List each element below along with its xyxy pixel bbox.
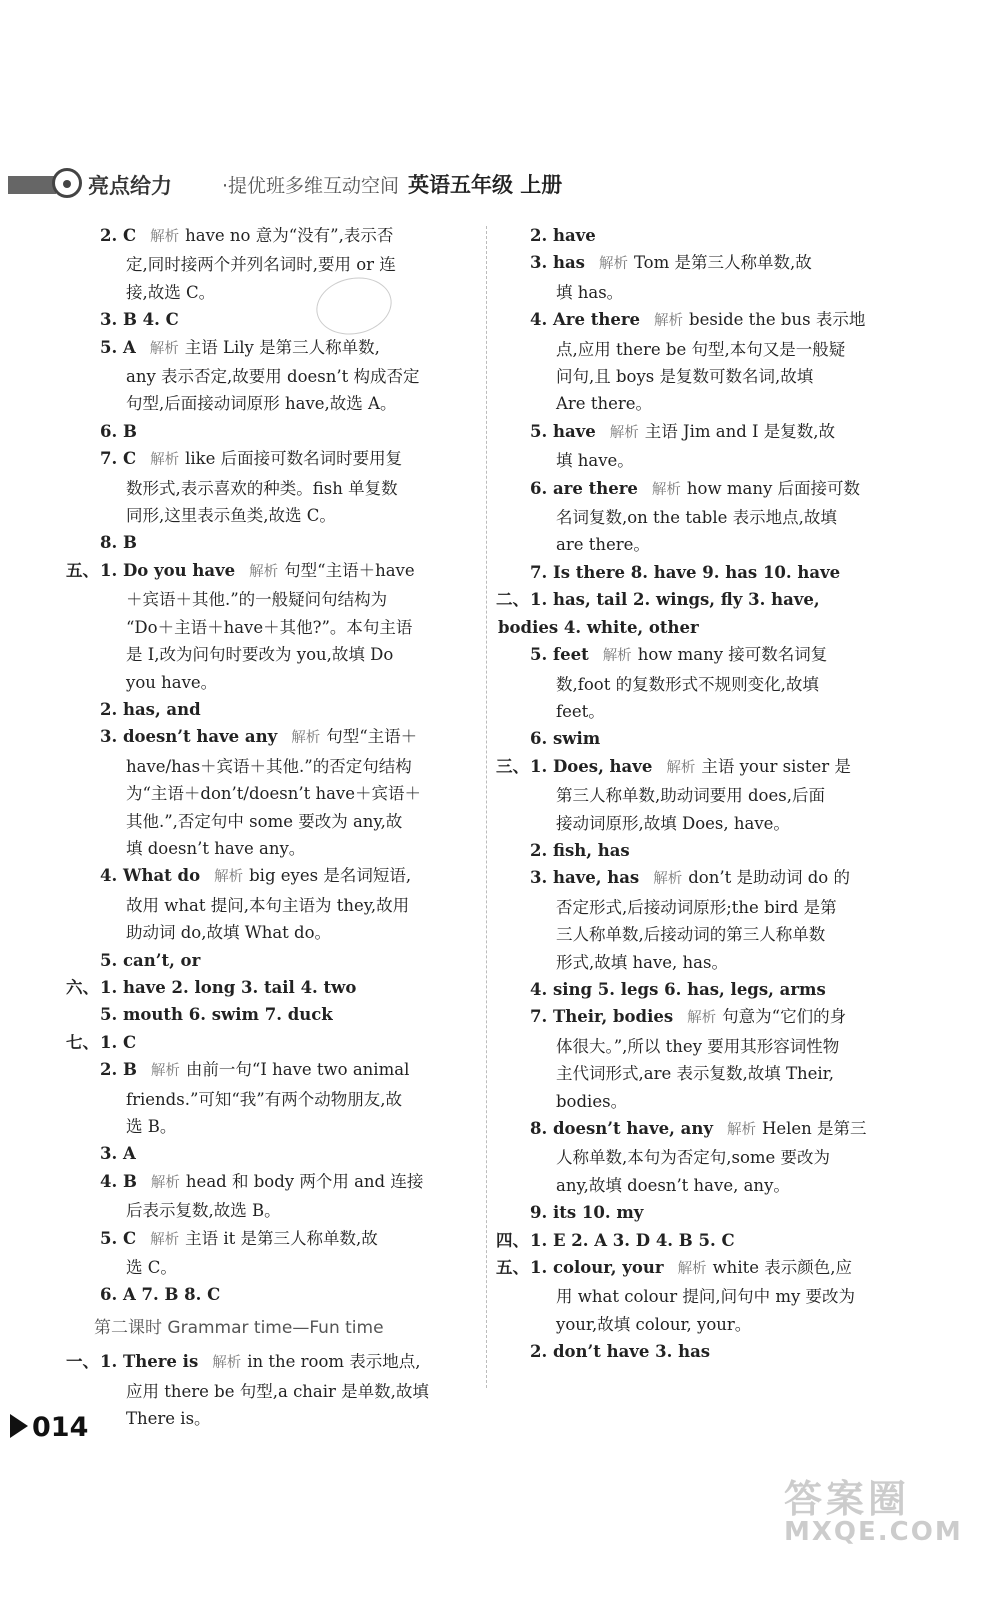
answer-line: 2. B 解析 由前一句“I have two animal	[100, 1060, 410, 1080]
answer-line: 四、 1. E 2. A 3. D 4. B 5. C	[530, 1227, 900, 1254]
watermark-text: 答案圈	[784, 1477, 911, 1521]
answer-line: 选 C。	[126, 1258, 177, 1278]
page-number-text: 014	[32, 1412, 89, 1443]
answer-line: 名词复数,on the table 表示地点,故填	[556, 508, 837, 528]
answer-line: bodies。	[556, 1091, 628, 1111]
answer-line: are there。	[556, 535, 650, 555]
answer-line: 填 has。	[556, 282, 624, 302]
answer-line: 2. don’t have 3. has	[530, 1342, 711, 1362]
answer-line: 5. C 解析 主语 it 是第三人称单数,故	[100, 1228, 378, 1248]
answer-line: 数,foot 的复数形式不规则变化,故填	[556, 674, 819, 694]
answer-line: 填 doesn’t have any。	[126, 838, 306, 858]
section-number: 二、	[496, 590, 529, 610]
brand-logo-icon	[52, 168, 82, 198]
section-number: 五、	[66, 560, 99, 580]
answer-line: 4. Are there 解析 beside the bus 表示地	[530, 310, 866, 330]
answer-line: 2. has, and	[100, 699, 201, 719]
column-divider	[486, 226, 487, 1388]
answer-line: you have。	[126, 672, 218, 692]
answer-line: 8. B	[100, 533, 137, 553]
header-bar	[8, 176, 56, 194]
answer-line: 7. Their, bodies 解析 句意为“它们的身	[530, 1007, 847, 1027]
answer-line: 应用 there be 句型,a chair 是单数,故填	[126, 1381, 429, 1401]
page-number	[10, 1412, 88, 1443]
answer-line: bodies 4. white, other	[498, 617, 699, 637]
answer-line: 6. are there 解析 how many 后面接可数	[530, 478, 861, 498]
triangle-marker-icon	[10, 1414, 28, 1438]
answer-line: 5. feet 解析 how many 接可数名词复	[530, 645, 828, 665]
answer-line: 接动词原形,故填 Does, have。	[556, 813, 790, 833]
left-column	[66, 222, 470, 1432]
answer-line: 7. C 解析 like 后面接可数名词时要用复	[100, 449, 403, 469]
answer-line: 七、 1. C	[100, 1029, 470, 1056]
answer-line: 5. mouth 6. swim 7. duck	[100, 1005, 333, 1025]
answer-line: 4. B 解析 head 和 body 两个用 and 连接	[100, 1171, 424, 1191]
answer-line: friends.”可知“我”有两个动物朋友,故	[126, 1089, 402, 1109]
answer-line: 句型,后面接动词原形 have,故选 A。	[126, 394, 397, 414]
answer-line: 2. fish, has	[530, 840, 630, 860]
answer-line: 5. A 解析 主语 Lily 是第三人称单数,	[100, 337, 380, 357]
answer-line: 故用 what 提问,本句主语为 they,故用	[126, 895, 410, 915]
book-title: 英语五年级 上册	[408, 173, 563, 197]
answer-line: 三人称单数,后接动词的第三人称单数	[556, 925, 826, 945]
answer-line: 6. B	[100, 421, 137, 441]
answer-line: 点,应用 there be 句型,本句又是一般疑	[556, 339, 846, 359]
answer-line: 形式,故填 have, has。	[556, 952, 728, 972]
answer-line: ＋宾语＋其他.”的一般疑问句结构为	[126, 590, 388, 610]
right-column	[496, 222, 900, 1366]
answer-line: 4. What do 解析 big eyes 是名词短语,	[100, 866, 412, 886]
section-number: 四、	[496, 1230, 529, 1250]
section-number: 七、	[66, 1032, 99, 1052]
answer-line: 一、 1. There is 解析 in the room 表示地点,	[100, 1348, 470, 1377]
answer-line: 6. swim	[530, 729, 601, 749]
answer-line: 五、 1. Do you have 解析 句型“主语＋have	[100, 557, 470, 586]
answer-line: 填 have。	[556, 451, 634, 471]
watermark-url: MXQE.COM	[784, 1517, 963, 1547]
section-number: 六、	[66, 977, 99, 997]
answer-line: 主代词形式,are 表示复数,故填 Their,	[556, 1064, 834, 1084]
section-number: 三、	[496, 756, 529, 776]
answer-line: 后表示复数,故选 B。	[126, 1201, 281, 1221]
answer-line: “Do＋主语＋have＋其他?”。本句主语	[126, 617, 413, 637]
answer-line: 选 B。	[126, 1117, 177, 1136]
answer-line: 人称单数,本句为否定句,some 要改为	[556, 1148, 831, 1168]
answer-line: 2. C 解析 have no 意为“没有”,表示否	[100, 226, 394, 245]
answer-line: 其他.”,否定句中 some 要改为 any,故	[126, 811, 403, 831]
page-header	[8, 166, 968, 200]
answer-line: 二、 1. has, tail 2. wings, fly 3. have,	[530, 586, 900, 613]
answer-line: 6. A 7. B 8. C	[100, 1285, 221, 1305]
answer-line: 5. have 解析 主语 Jim and I 是复数,故	[530, 421, 836, 441]
answer-line: 7. Is there 8. have 9. has 10. have	[530, 562, 841, 582]
answer-line: 用 what colour 提问,问句中 my 要改为	[556, 1287, 856, 1307]
answer-line: 五、 1. colour, your 解析 white 表示颜色,应	[530, 1254, 900, 1283]
answer-line: 否定形式,后接动词原形;the bird 是第	[556, 897, 837, 917]
answer-line: 是 I,改为问句时要改为 you,故填 Do	[126, 645, 394, 665]
answer-line: 体很大。”,所以 they 要用其形容词性物	[556, 1036, 840, 1056]
answer-line: 三、 1. Does, have 解析 主语 your sister 是	[530, 753, 900, 782]
answer-line: Are there。	[556, 394, 652, 414]
answer-line: 助动词 do,故填 What do。	[126, 923, 332, 943]
watermark	[784, 1468, 963, 1547]
section-number: 一、	[66, 1352, 99, 1372]
answer-line: have/has＋宾语＋其他.”的否定句结构	[126, 756, 412, 776]
answer-line: 同形,这里表示鱼类,故选 C。	[126, 506, 336, 526]
answer-line: 接,故选 C。	[126, 282, 216, 302]
answer-line: 3. has 解析 Tom 是第三人称单数,故	[530, 253, 812, 273]
answer-line: 3. A	[100, 1144, 136, 1164]
answer-line: feet。	[556, 701, 605, 721]
answer-line: 定,同时接两个并列名词时,要用 or 连	[126, 255, 396, 275]
answer-line: 问句,且 boys 是复数可数名词,故填	[556, 367, 814, 387]
answer-line: 3. doesn’t have any 解析 句型“主语＋	[100, 727, 418, 747]
answer-line: 8. doesn’t have, any 解析 Helen 是第三	[530, 1119, 867, 1138]
answer-line: 4. sing 5. legs 6. has, legs, arms	[530, 979, 826, 999]
answer-line: 2. have	[530, 226, 596, 245]
answer-line: 为“主语＋don’t/doesn’t have＋宾语＋	[126, 784, 422, 804]
section-number: 五、	[496, 1258, 529, 1278]
answer-line: your,故填 colour, your。	[556, 1314, 752, 1334]
answer-line: any,故填 doesn’t have, any。	[556, 1175, 790, 1195]
answer-line: 六、 1. have 2. long 3. tail 4. two	[100, 974, 470, 1001]
brand-subtitle: ·提优班多维互动空间	[222, 175, 400, 197]
brand-name: 亮点给力	[88, 174, 172, 198]
answer-line: 第三人称单数,助动词要用 does,后面	[556, 786, 825, 806]
answer-line: 5. can’t, or	[100, 950, 201, 970]
answer-line: any 表示否定,故要用 doesn’t 构成否定	[126, 367, 420, 387]
answer-line: 9. its 10. my	[530, 1203, 644, 1223]
answer-line: 3. have, has 解析 don’t 是助动词 do 的	[530, 868, 850, 888]
answer-line: There is。	[126, 1409, 211, 1429]
answer-line: 3. B 4. C	[100, 310, 179, 330]
lesson-heading: 第二课时 Grammar time—Fun time	[94, 1317, 384, 1338]
answer-line: 数形式,表示喜欢的种类。fish 单复数	[126, 478, 398, 498]
